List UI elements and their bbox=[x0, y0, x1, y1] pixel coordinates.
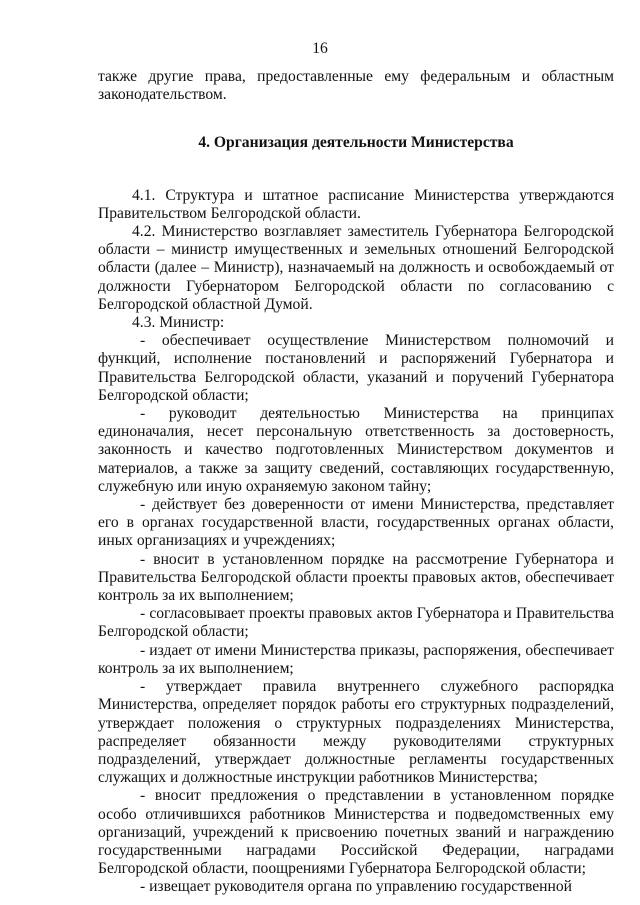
list-item: - обеспечивает осуществление Министерством полномочий и функций, исполнение постановлений и распоряжений Губернатора и Правительства Белгородской области, указаний и поручений Губернатора Белгородской области; bbox=[98, 332, 614, 404]
paragraph-4-1: 4.1. Структура и штатное расписание Министерства утверждаются Правительством Белгородской области. bbox=[98, 186, 614, 222]
list-item: - извещает руководителя органа по управлению государственной bbox=[140, 878, 573, 896]
list-item: - согласовывает проекты правовых актов Губернатора и Правительства Белгородской области; bbox=[98, 605, 614, 641]
document-body bbox=[98, 68, 614, 897]
list-item: - издает от имени Министерства приказы, распоряжения, обеспечивает контроль за их выполнением; bbox=[98, 641, 614, 677]
list-item: - вносит в установленном порядке на рассмотрение Губернатора и Правительства Белгородской области проекты правовых актов, обеспечивает контроль за их выполнением; bbox=[98, 550, 614, 605]
paragraph-continuation: также другие права, предоставленные ему федеральным и областным законодательством. bbox=[98, 68, 614, 104]
section-heading: 4. Организация деятельности Министерства bbox=[198, 134, 514, 152]
list-item: - действует без доверенности от имени Министерства, представляет его в органах государственной власти, государственных органах области, иных организациях и учреждениях; bbox=[98, 496, 614, 550]
paragraph-4-3: 4.3. Министр: bbox=[132, 314, 225, 332]
paragraph-4-2: 4.2. Министерство возглавляет заместитель Губернатора Белгородской области – министр имущественных и земельных отношений Белгородской области (далее – Министр), назначаемый на должность и освобождаемый от должности Губернатором Белгородской области по согласованию с Белгородской областной Думой. bbox=[98, 223, 614, 313]
list-item: - руководит деятельностью Министерства на принципах единоначалия, несет персональную ответственность за достоверность, законность и качество подготовленных Министерством документов и материалов, а также за защиту сведений, составляющих государственную, служебную или иную охраняемую законом тайну; bbox=[98, 405, 614, 495]
list-item: - вносит предложения о представлении в установленном порядке особо отличившихся работников Министерства и подведомственных ему организаций, учреждений к присвоению почетных званий и награждению государственными наградами Российской Федерации, наградами Белгородской области, поощрениями Губернатора Белгородской области; bbox=[98, 787, 614, 878]
list-item: - утверждает правила внутреннего служебного распорядка Министерства, определяет порядок работы его структурных подразделений, утверждает положения о структурных подразделениях Министерства, распределяет обязанности между руководителями структурных подразделений, утверждает должностные регламенты государственных служащих и должностные инструкции работников Министерства; bbox=[98, 678, 614, 787]
page-number: 16 bbox=[312, 40, 328, 57]
